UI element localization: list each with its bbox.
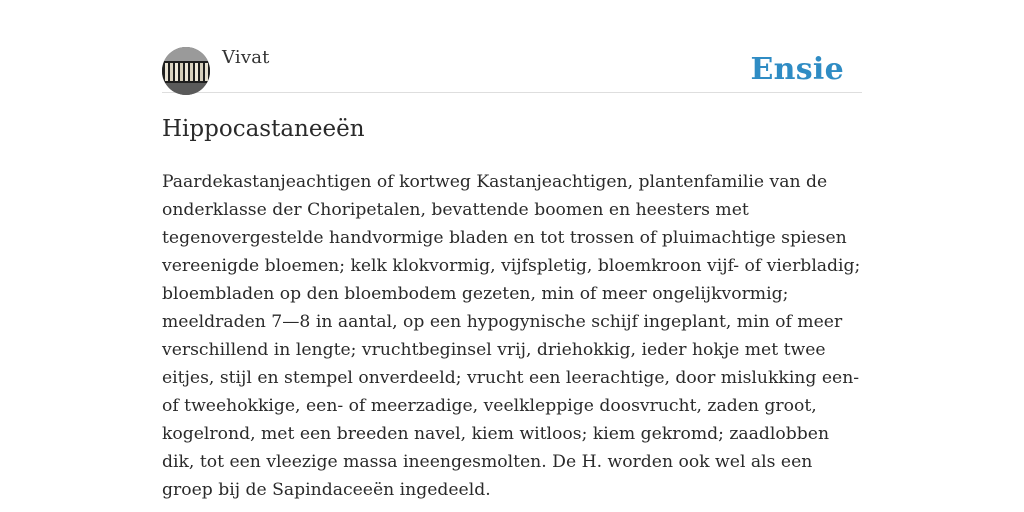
author-name[interactable]: Vivat <box>222 47 270 68</box>
page-title: Hippocastaneeën <box>162 116 365 142</box>
avatar[interactable] <box>162 47 210 95</box>
header <box>162 46 862 93</box>
brand-logo[interactable]: Ensie <box>750 52 844 87</box>
book-spines-avatar-icon <box>162 47 210 95</box>
article-body: Paardekastanjeachtigen of kortweg Kastanjeachtigen, plantenfamilie van de onderklasse der Choripetalen, bevattende boomen en heesters met tegenovergestelde handvormige bladen en tot trossen of pluimachtige spiesen vereenigde bloemen; kelk klokvormig, vijfspletig, bloemkroon vijf- of vierbladig; bloembladen op den bloembodem gezeten, min of meer ongelijkvormig; meeldraden 7—8 in aantal, op een hypogynische schijf ingeplant, min of meer verschillend in lengte; vruchtbeginsel vrij, driehokkig, ieder hokje met twee eitjes, stijl en stempel onverdeeld; vrucht een leerachtige, door mislukking een- of tweehokkige, een- of meerzadige, veelkleppige doosvrucht, zaden groot, kogelrond, met een breeden navel, kiem witloos; kiem gekromd; zaadlobben dik, tot een vleezige massa ineengesmolten. De H. worden ook wel als een groep bij de Sapindaceeën ingedeeld. <box>162 172 861 500</box>
